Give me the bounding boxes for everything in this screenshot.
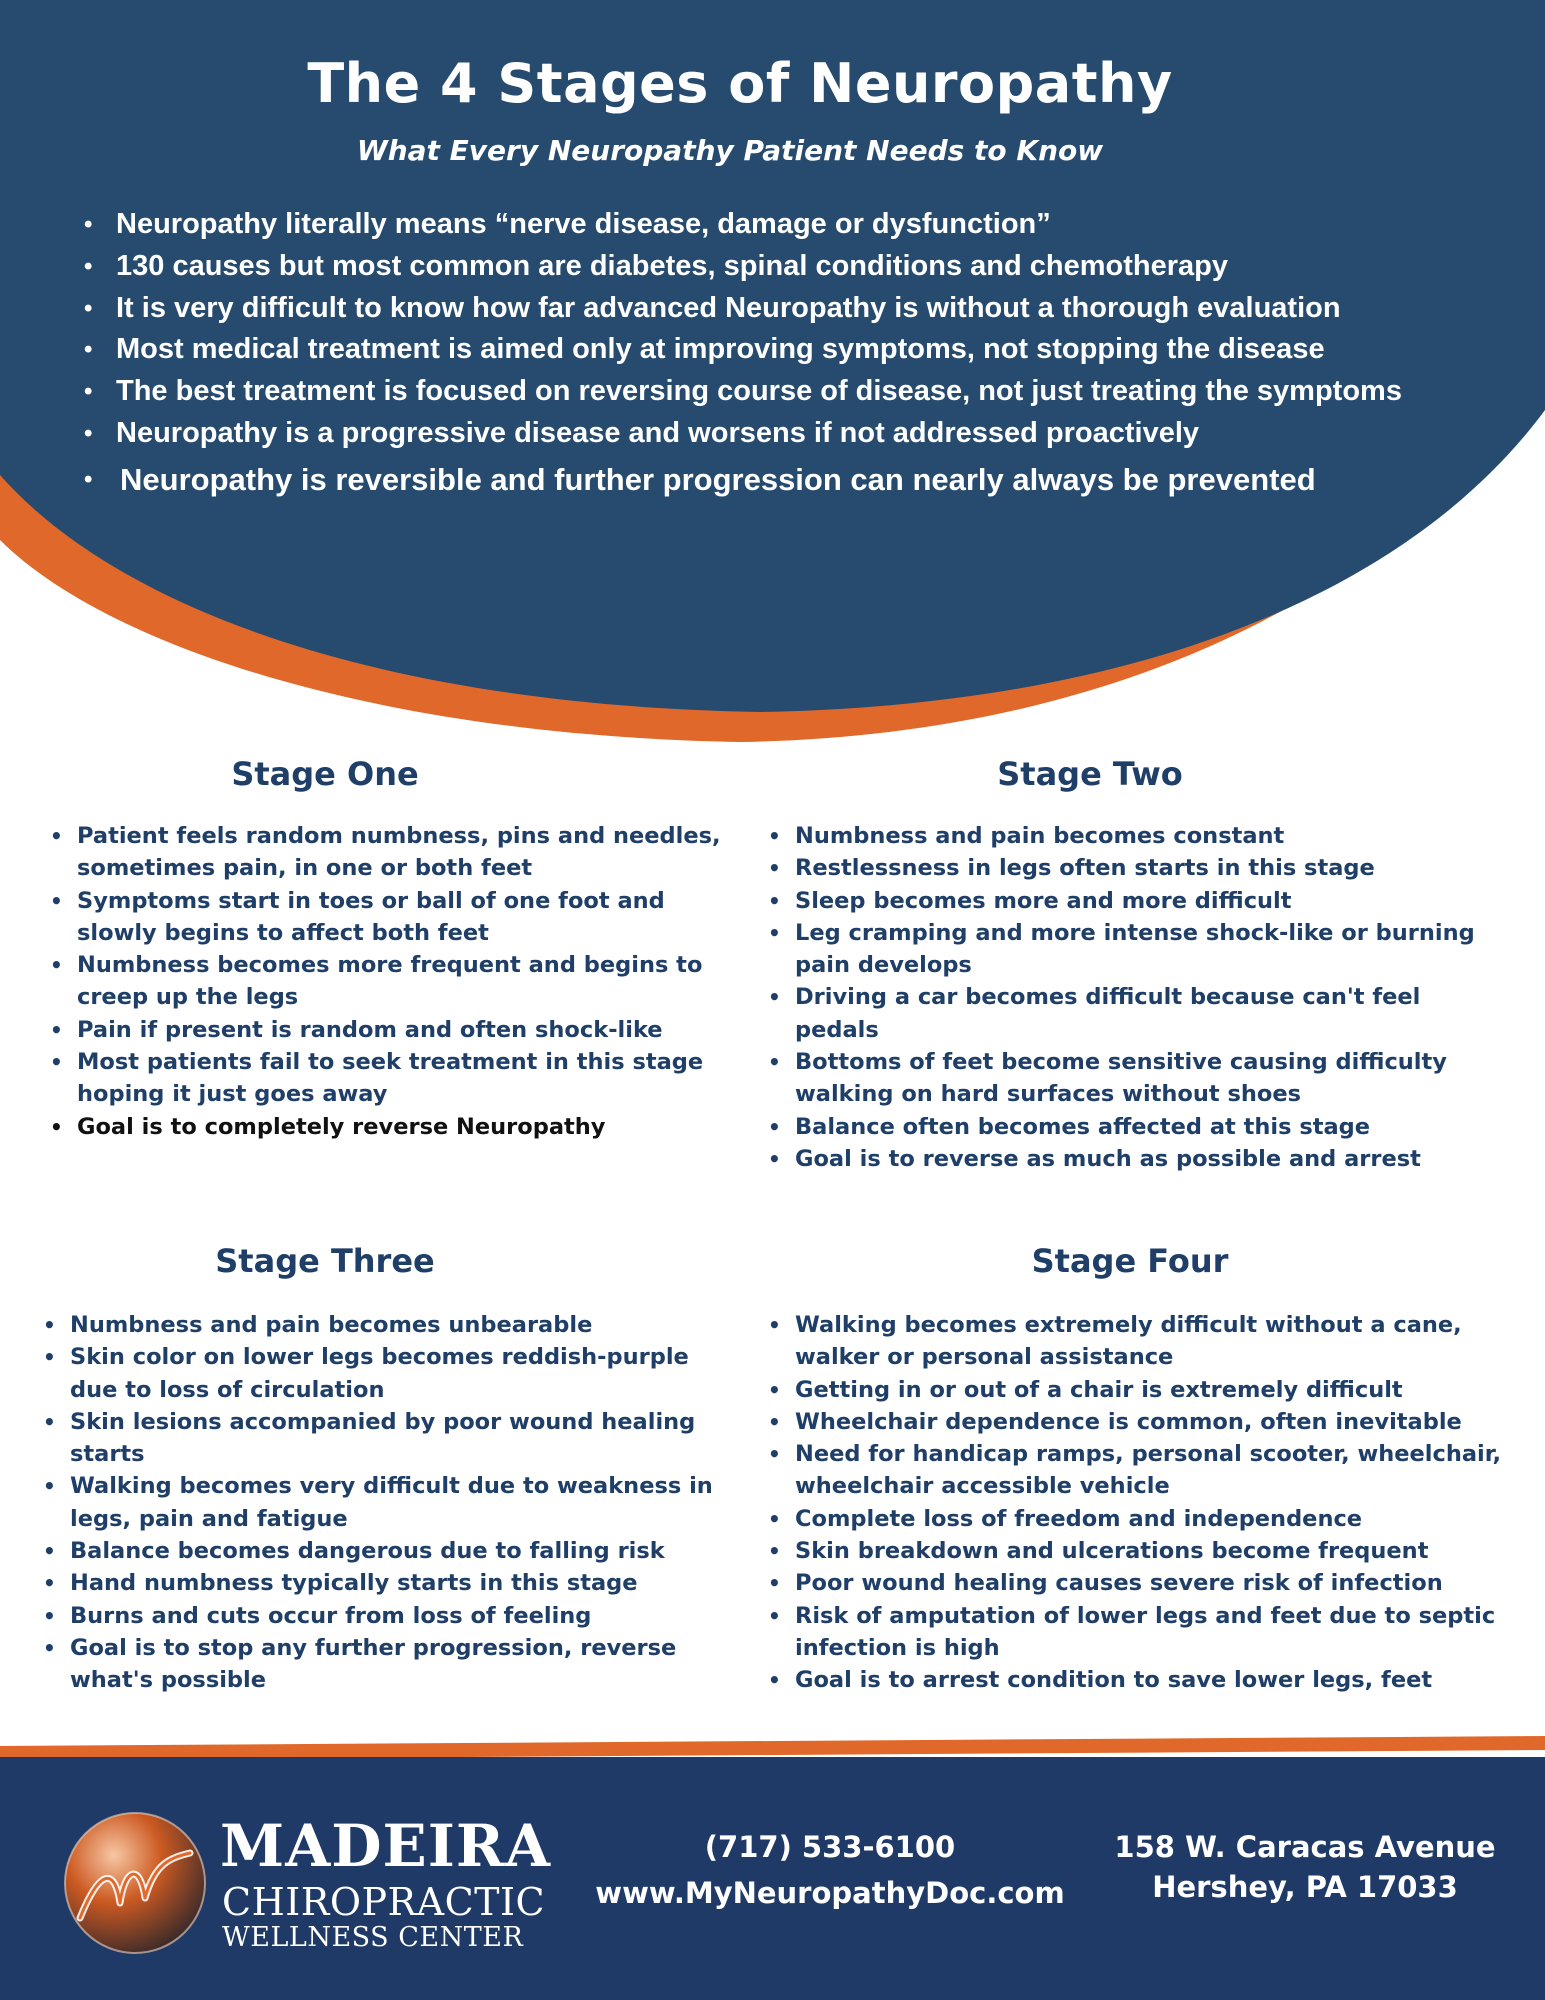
list-item: • Goal is to reverse as much as possible and arrest (765, 1143, 1490, 1175)
list-item: • Restlessness in legs often starts in this stage (765, 852, 1490, 884)
list-item: • Hand numbness typically starts in this stage (40, 1567, 730, 1599)
list-item: • Poor wound healing causes severe risk of infection (765, 1567, 1510, 1599)
list-item: • Goal is to arrest condition to save lower legs, feet (765, 1664, 1510, 1696)
logo-name: MADEIRA (220, 1812, 552, 1880)
address-line-2: Hershey, PA 17033 (1152, 1870, 1458, 1904)
intro-bullet: • Most medical treatment is aimed only at improving symptoms, not stopping the disease (82, 329, 1502, 371)
list-item: • Complete loss of freedom and independence (765, 1503, 1510, 1535)
stage-one-title: Stage One (231, 755, 419, 793)
website-link[interactable]: www.MyNeuropathyDoc.com (595, 1876, 1065, 1910)
list-item: • Goal is to stop any further progression, reverse what's possible (40, 1632, 730, 1697)
list-item: • Need for handicap ramps, personal scooter, wheelchair, wheelchair accessible vehicle (765, 1438, 1510, 1503)
phone-number[interactable]: (717) 533-6100 (704, 1830, 956, 1864)
list-item: • Numbness and pain becomes unbearable (40, 1309, 730, 1341)
list-item: • Balance often becomes affected at this stage (765, 1111, 1490, 1143)
address-line-1: 158 W. Caracas Avenue (1114, 1830, 1496, 1864)
list-item: • Goal is to completely reverse Neuropathy (47, 1111, 737, 1143)
list-item: • Skin breakdown and ulcerations become frequent (765, 1535, 1510, 1567)
stage-three-title: Stage Three (215, 1242, 435, 1280)
stage-one-list (47, 820, 737, 1143)
list-item: • Patient feels random numbness, pins and needles, sometimes pain, in one or both feet (47, 820, 737, 885)
intro-bullet-list (82, 204, 1502, 501)
list-item: • Most patients fail to seek treatment in this stage hoping it just goes away (47, 1046, 737, 1111)
stage-two-list (765, 820, 1490, 1175)
stage-four-list (765, 1309, 1510, 1697)
list-item: • Driving a car becomes difficult because can't feel pedals (765, 981, 1490, 1046)
page-title: The 4 Stages of Neuropathy (307, 52, 1173, 115)
footer-orange-stripe (0, 1736, 1545, 1760)
list-item: • Bottoms of feet become sensitive causing difficulty walking on hard surfaces without shoes (765, 1046, 1490, 1111)
logo-line-chiropractic: CHIROPRACTIC (222, 1880, 546, 1924)
page-subtitle: What Every Neuropathy Patient Needs to Know (356, 134, 1104, 167)
list-item: • Burns and cuts occur from loss of feeling (40, 1600, 730, 1632)
list-item: • Sleep becomes more and more difficult (765, 885, 1490, 917)
logo-icon (60, 1808, 210, 1958)
list-item: • Leg cramping and more intense shock-like or burning pain develops (765, 917, 1490, 982)
list-item: • Skin color on lower legs becomes reddish-purple due to loss of circulation (40, 1341, 730, 1406)
stage-three-list (40, 1309, 730, 1697)
intro-bullet: • Neuropathy is reversible and further progression can nearly always be prevented (82, 459, 1502, 501)
intro-bullet: • Neuropathy literally means “nerve disease, damage or dysfunction” (82, 204, 1502, 246)
stage-two-title: Stage Two (997, 755, 1183, 793)
list-item: • Pain if present is random and often shock-like (47, 1014, 737, 1046)
intro-bullet: • The best treatment is focused on reversing course of disease, not just treating the symptoms (82, 371, 1502, 413)
list-item: • Wheelchair dependence is common, often inevitable (765, 1406, 1510, 1438)
list-item: • Numbness and pain becomes constant (765, 820, 1490, 852)
list-item: • Skin lesions accompanied by poor wound healing starts (40, 1406, 730, 1471)
intro-bullet: • Neuropathy is a progressive disease and worsens if not addressed proactively (82, 413, 1502, 455)
list-item: • Balance becomes dangerous due to falling risk (40, 1535, 730, 1567)
list-item: • Numbness becomes more frequent and begins to creep up the legs (47, 949, 737, 1014)
intro-bullet: • 130 causes but most common are diabetes, spinal conditions and chemotherapy (82, 246, 1502, 288)
list-item: • Walking becomes extremely difficult without a cane, walker or personal assistance (765, 1309, 1510, 1374)
list-item: • Risk of amputation of lower legs and feet due to septic infection is high (765, 1600, 1510, 1665)
logo-line-wellness: WELLNESS CENTER (222, 1922, 524, 1953)
stage-four-title: Stage Four (1031, 1242, 1229, 1280)
intro-bullet: • It is very difficult to know how far advanced Neuropathy is without a thorough evaluation (82, 288, 1502, 330)
list-item: • Symptoms start in toes or ball of one foot and slowly begins to affect both feet (47, 885, 737, 950)
list-item: • Walking becomes very difficult due to weakness in legs, pain and fatigue (40, 1470, 730, 1535)
list-item: • Getting in or out of a chair is extremely difficult (765, 1374, 1510, 1406)
